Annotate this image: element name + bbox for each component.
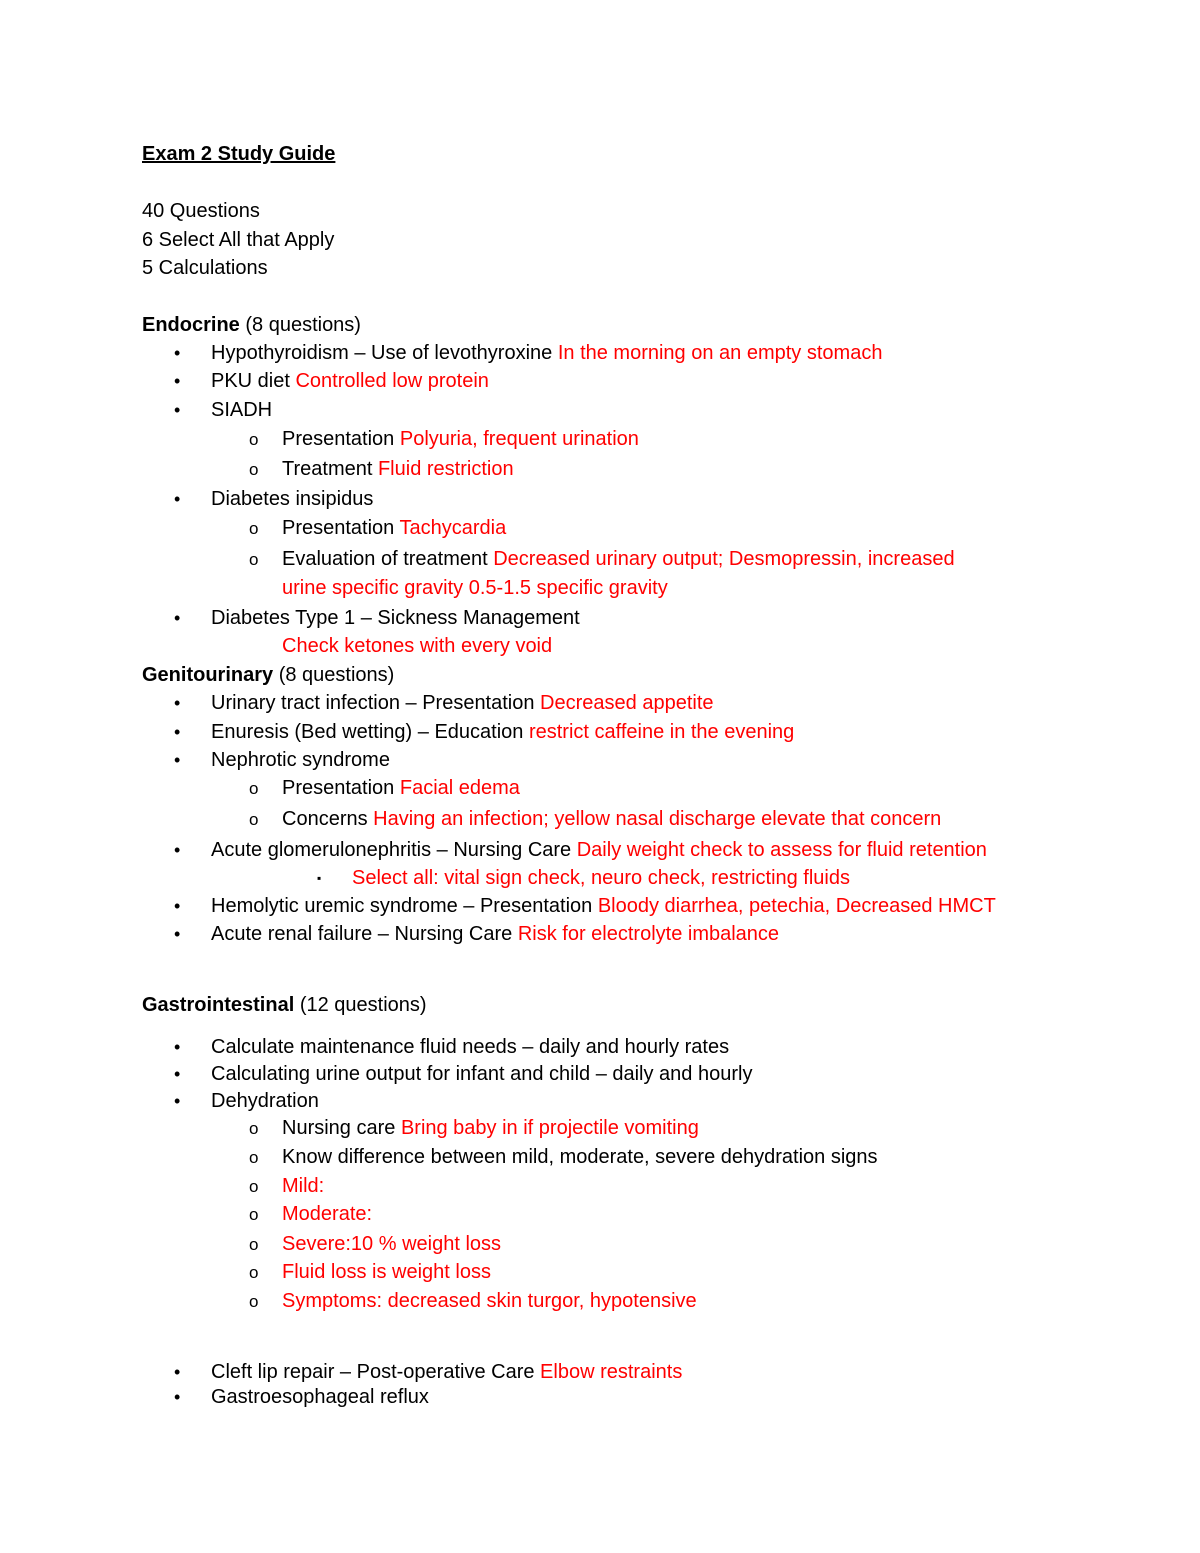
summary-question-count: 40 Questions xyxy=(142,200,260,222)
sub-item-dehydration-nursing-care: Nursing care Bring baby in if projectile vomiting xyxy=(282,1117,699,1139)
sub-item-nephrotic-concerns: Concerns Having an infection; yellow nasal discharge elevate that concern xyxy=(282,808,942,830)
bullet-icon: • xyxy=(174,896,181,916)
circle-bullet-icon: o xyxy=(249,550,259,569)
sub-item-moderate: Moderate: xyxy=(282,1203,373,1225)
square-bullet-icon: ▪ xyxy=(317,871,322,885)
list-item-dehydration: Dehydration xyxy=(211,1090,319,1112)
bullet-icon: • xyxy=(174,400,181,420)
circle-bullet-icon: o xyxy=(249,810,259,829)
sub-item-symptoms: Symptoms: decreased skin turgor, hypotensive xyxy=(282,1290,697,1312)
circle-bullet-icon: o xyxy=(249,519,259,538)
bullet-icon: • xyxy=(174,343,181,363)
list-item-diabetes-insipidus: Diabetes insipidus xyxy=(211,488,374,510)
circle-bullet-icon: o xyxy=(249,1177,259,1196)
bullet-icon: • xyxy=(174,371,181,391)
section-heading-gastrointestinal: Gastrointestinal (12 questions) xyxy=(142,994,427,1016)
circle-bullet-icon: o xyxy=(249,1263,259,1282)
bullet-icon: • xyxy=(174,489,181,509)
sub-item-fluid-loss: Fluid loss is weight loss xyxy=(282,1261,491,1283)
bullet-icon: • xyxy=(174,924,181,944)
document-title: Exam 2 Study Guide xyxy=(142,143,336,165)
list-item-enuresis: Enuresis (Bed wetting) – Education restrict caffeine in the evening xyxy=(211,721,795,743)
bullet-icon: • xyxy=(174,608,181,628)
sub-item-di-evaluation: Evaluation of treatment Decreased urinary output; Desmopressin, increased xyxy=(282,548,955,570)
circle-bullet-icon: o xyxy=(249,430,259,449)
list-item-cleft-lip: Cleft lip repair – Post-operative Care Elbow restraints xyxy=(211,1361,683,1383)
section-heading-genitourinary: Genitourinary (8 questions) xyxy=(142,664,395,686)
list-item-diabetes-type-1: Diabetes Type 1 – Sickness Management xyxy=(211,607,580,629)
sub-item-nephrotic-presentation: Presentation Facial edema xyxy=(282,777,520,799)
note-check-ketones: Check ketones with every void xyxy=(282,635,553,657)
bullet-icon: • xyxy=(174,1064,181,1084)
bullet-icon: • xyxy=(174,1037,181,1057)
list-item-hemolytic-uremic: Hemolytic uremic syndrome – Presentation Bloody diarrhea, petechia, Decreased HMCT xyxy=(211,895,996,917)
circle-bullet-icon: o xyxy=(249,460,259,479)
sub-item-mild: Mild: xyxy=(282,1175,325,1197)
list-item-siadh: SIADH xyxy=(211,399,273,421)
sub-item-dehydration-signs: Know difference between mild, moderate, severe dehydration signs xyxy=(282,1146,878,1168)
circle-bullet-icon: o xyxy=(249,1235,259,1254)
bullet-icon: • xyxy=(174,750,181,770)
bullet-icon: • xyxy=(174,1362,181,1382)
section-heading-endocrine: Endocrine (8 questions) xyxy=(142,314,361,336)
list-item-gastroesophageal-reflux: Gastroesophageal reflux xyxy=(211,1386,429,1408)
bullet-icon: • xyxy=(174,840,181,860)
circle-bullet-icon: o xyxy=(249,1119,259,1138)
sub-item-severe: Severe:10 % weight loss xyxy=(282,1233,502,1255)
bullet-icon: • xyxy=(174,1387,181,1407)
sub-item-siadh-treatment: Treatment Fluid restriction xyxy=(282,458,514,480)
sub-item-di-evaluation-continued: urine specific gravity 0.5-1.5 specific gravity xyxy=(282,577,668,599)
circle-bullet-icon: o xyxy=(249,1292,259,1311)
bullet-icon: • xyxy=(174,1091,181,1111)
sub-item-select-all: Select all: vital sign check, neuro check, restricting fluids xyxy=(352,867,850,889)
list-item-nephrotic-syndrome: Nephrotic syndrome xyxy=(211,749,390,771)
circle-bullet-icon: o xyxy=(249,1205,259,1224)
summary-select-all-count: 6 Select All that Apply xyxy=(142,229,335,251)
sub-item-di-presentation: Presentation Tachycardia xyxy=(282,517,507,539)
list-item-maintenance-fluid: Calculate maintenance fluid needs – daily and hourly rates xyxy=(211,1036,730,1058)
circle-bullet-icon: o xyxy=(249,779,259,798)
circle-bullet-icon: o xyxy=(249,1148,259,1167)
list-item-pku-diet: PKU diet Controlled low protein xyxy=(211,370,489,392)
list-item-uti: Urinary tract infection – Presentation Decreased appetite xyxy=(211,692,714,714)
bullet-icon: • xyxy=(174,722,181,742)
bullet-icon: • xyxy=(174,693,181,713)
list-item-hypothyroidism: Hypothyroidism – Use of levothyroxine In the morning on an empty stomach xyxy=(211,342,883,364)
sub-item-siadh-presentation: Presentation Polyuria, frequent urination xyxy=(282,428,639,450)
list-item-acute-renal-failure: Acute renal failure – Nursing Care Risk for electrolyte imbalance xyxy=(211,923,780,945)
list-item-urine-output: Calculating urine output for infant and child – daily and hourly xyxy=(211,1063,753,1085)
list-item-glomerulonephritis: Acute glomerulonephritis – Nursing Care Daily weight check to assess for fluid retention xyxy=(211,839,987,861)
summary-calculation-count: 5 Calculations xyxy=(142,257,268,279)
